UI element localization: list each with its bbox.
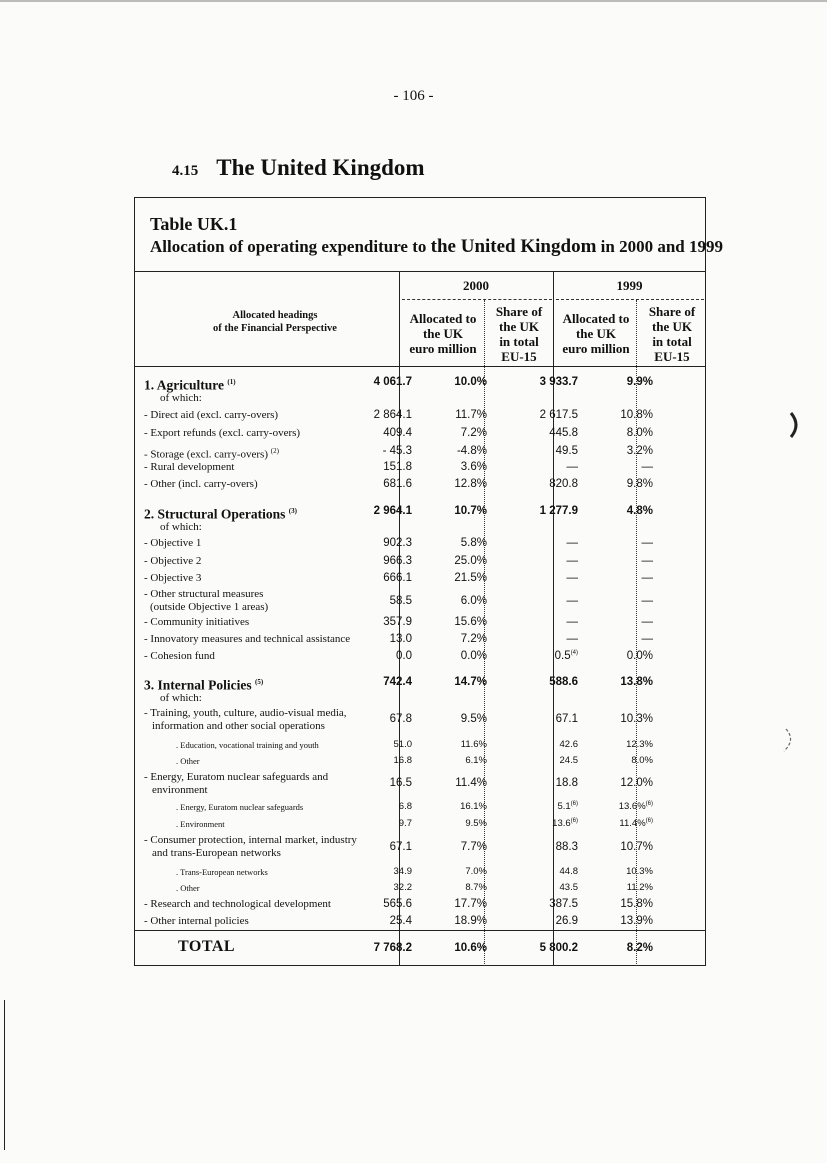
value-alloc-1999: 445.8 (549, 427, 578, 439)
value-alloc-1999: — (566, 616, 578, 628)
value-alloc-1999: 3 933.7 (539, 376, 578, 388)
row-label: . Other (176, 883, 200, 893)
value-alloc-1999: — (566, 537, 578, 549)
row-label (144, 676, 394, 692)
value-alloc-2000: 67.8 (389, 713, 412, 725)
value-share-2000: -4.8% (456, 445, 487, 457)
table-subtitle-pre: Allocation of operating expenditure to (150, 237, 427, 256)
value-alloc-1999 (555, 650, 578, 662)
row-label: . Environment (176, 819, 225, 829)
row-label (144, 707, 394, 733)
h-share-3b: in total (652, 334, 692, 349)
value-share-2000: 7.2% (460, 427, 487, 439)
total-alloc-2000: 7 768.2 (373, 942, 412, 954)
row-label: - Objective 3 (144, 572, 202, 584)
value-share-2000: 17.7% (454, 898, 487, 910)
value-text: 13.6 (552, 818, 571, 830)
value-share-2000: 5.8% (460, 537, 487, 549)
row-label-text: 3. Internal Policies (144, 677, 252, 693)
dashed-rule-1999 (556, 299, 704, 300)
value-alloc-2000: 51.0 (393, 739, 412, 750)
value-share-1999: 4.8% (626, 505, 653, 517)
h-alloc-2: the UK (422, 326, 464, 341)
value-alloc-1999: — (566, 461, 578, 473)
header-allocated-2000 (402, 311, 484, 356)
value-share-2000: 9.5% (465, 818, 487, 829)
value-share-2000: 11.6% (460, 739, 487, 750)
value-alloc-2000: 681.6 (383, 478, 412, 490)
value-share-1999: 8.0% (626, 427, 653, 439)
footnote-ref: (5) (255, 678, 264, 686)
row-label: - Research and technological development (144, 898, 331, 910)
row-label (144, 834, 394, 860)
value-alloc-2000: 6.8 (398, 801, 412, 812)
value-share-2000: 21.5% (454, 572, 487, 584)
h-share-2b: the UK (651, 319, 693, 334)
value-alloc-2000: 2 864.1 (373, 409, 412, 421)
table-subtitle-country: the United Kingdom (430, 236, 597, 257)
value-alloc-2000: 2 964.1 (373, 505, 412, 517)
value-alloc-2000: 16.5 (389, 777, 412, 789)
value-share-1999: 10.8% (620, 409, 653, 421)
row-label: . Other (176, 756, 200, 766)
h-share-1: Share of (495, 304, 543, 319)
value-alloc-1999 (552, 818, 578, 829)
table-subtitle (150, 236, 723, 258)
value-alloc-2000: - 45.3 (382, 445, 412, 457)
value-alloc-1999: — (566, 633, 578, 645)
value-share-2000: 7.7% (460, 841, 487, 853)
value-alloc-2000: 0.0 (396, 650, 412, 662)
value-alloc-2000: 32.2 (393, 882, 412, 893)
value-share-1999: 8.0% (631, 755, 653, 766)
row-label: - Rural development (144, 461, 235, 473)
h-alloc-3b: euro million (562, 341, 630, 356)
value-alloc-2000: 357.9 (383, 616, 412, 628)
value-alloc-1999: 24.5 (559, 755, 578, 766)
value-share-2000: 25.0% (454, 555, 487, 567)
value-share-1999: — (641, 555, 653, 567)
row-label (144, 445, 394, 462)
row-label-line1: - Other structural measures (144, 588, 264, 600)
row-label: - Objective 1 (144, 537, 202, 549)
row-label-line2: and trans-European networks (152, 847, 281, 859)
total-alloc-1999: 5 800.2 (539, 942, 578, 954)
h-share-3: in total (499, 334, 539, 349)
of-which: of which: (160, 521, 202, 533)
year-header-2000: 2000 (463, 278, 489, 293)
value-share-2000: 7.0% (465, 866, 487, 877)
footnote-ref: (6) (645, 818, 653, 824)
value-share-2000: 8.7% (465, 882, 487, 893)
value-text: 5.1 (557, 801, 571, 813)
value-alloc-1999: 26.9 (555, 915, 578, 927)
value-alloc-2000: 67.1 (389, 841, 412, 853)
value-share-1999: 13.9% (620, 915, 653, 927)
value-text: 0.5 (554, 650, 571, 662)
row-label: - Objective 2 (144, 555, 202, 567)
value-alloc-1999: — (566, 572, 578, 584)
row-label: . Energy, Euratom nuclear safeguards (176, 802, 304, 812)
value-alloc-1999: 2 617.5 (539, 409, 578, 421)
value-alloc-1999: 1 277.9 (539, 505, 578, 517)
footnote-ref: (2) (270, 447, 279, 455)
value-share-1999: — (641, 572, 653, 584)
header-left-line2: of the Financial Perspective (213, 323, 337, 334)
value-text: 11.4% (619, 818, 646, 830)
section-number: 4.15 (172, 163, 199, 179)
h-alloc-1: Allocated to (409, 311, 477, 326)
dashed-rule-2000 (402, 299, 552, 300)
h-alloc-3: euro million (409, 341, 477, 356)
value-alloc-1999: 49.5 (555, 445, 578, 457)
h-share-4b: EU-15 (654, 349, 690, 364)
row-label-line1: - Consumer protection, internal market, industry (144, 834, 357, 846)
row-label: . Education, vocational training and youth (176, 740, 319, 750)
section-heading (172, 155, 425, 181)
value-share-1999: 10.3% (626, 866, 653, 877)
scan-bracket-mark-faint (778, 725, 798, 755)
value-text: 13.6% (618, 801, 646, 813)
h-share-4: EU-15 (501, 349, 537, 364)
value-share-1999 (619, 818, 653, 829)
total-share-1999: 8.2% (626, 942, 653, 954)
value-alloc-2000: 666.1 (383, 572, 412, 584)
value-alloc-2000: 58.5 (389, 595, 412, 607)
value-alloc-2000: 902.3 (383, 537, 412, 549)
page-number: - 106 - (393, 88, 434, 104)
value-alloc-1999: — (566, 595, 578, 607)
header-allocated-1999 (556, 311, 636, 356)
value-alloc-2000: 151.8 (383, 461, 412, 473)
value-share-1999: 13.8% (620, 676, 653, 688)
h-alloc-1b: Allocated to (562, 311, 630, 326)
row-label-line1: - Energy, Euratom nuclear safeguards and (144, 771, 329, 783)
header-bottom-rule (134, 366, 706, 367)
value-share-1999: — (641, 537, 653, 549)
value-alloc-1999: 44.8 (559, 866, 578, 877)
value-alloc-1999: 42.6 (559, 739, 578, 750)
value-share-2000: 14.7% (454, 676, 487, 688)
value-share-2000: 18.9% (454, 915, 487, 927)
value-share-2000: 11.7% (455, 409, 487, 421)
scan-bracket-mark (785, 410, 805, 440)
value-share-2000: 0.0% (460, 650, 487, 662)
value-alloc-1999: 43.5 (559, 882, 578, 893)
row-label: - Community initiatives (144, 616, 250, 628)
row-label: - Other (incl. carry-overs) (144, 478, 258, 490)
value-share-2000: 3.6% (460, 461, 487, 473)
value-share-1999: — (641, 595, 653, 607)
value-share-1999: 12.0% (620, 777, 653, 789)
value-alloc-1999: 387.5 (549, 898, 578, 910)
value-alloc-1999: — (566, 555, 578, 567)
h-alloc-2b: the UK (575, 326, 617, 341)
value-share-1999: — (641, 616, 653, 628)
value-share-1999: — (641, 633, 653, 645)
value-alloc-2000: 34.9 (393, 866, 412, 877)
page-top-rule (0, 0, 827, 2)
of-which: of which: (160, 692, 202, 704)
value-alloc-2000: 742.4 (383, 676, 412, 688)
value-alloc-1999: 820.8 (549, 478, 578, 490)
header-allocated-headings (160, 309, 390, 335)
table-subtitle-post: in 2000 and 1999 (600, 237, 723, 256)
value-alloc-1999: 88.3 (555, 841, 578, 853)
row-label-line1: - Training, youth, culture, audio-visual media, (144, 707, 347, 719)
value-share-2000: 6.1% (465, 755, 487, 766)
row-label-line2: information and other social operations (152, 720, 325, 732)
header-share-2000 (486, 304, 552, 364)
row-label: - Export refunds (excl. carry-overs) (144, 427, 301, 439)
value-share-2000: 10.0% (454, 376, 487, 388)
value-share-1999: 12.3% (626, 739, 653, 750)
value-alloc-2000: 4 061.7 (373, 376, 412, 388)
value-alloc-1999: 67.1 (555, 713, 578, 725)
row-label: - Cohesion fund (144, 650, 215, 662)
footnote-ref: (3) (288, 507, 297, 515)
value-share-1999: 11.2% (626, 882, 653, 893)
value-share-2000: 7.2% (460, 633, 487, 645)
header-top-rule (134, 271, 706, 272)
value-share-1999: 10.7% (620, 841, 653, 853)
row-label-line2: environment (152, 784, 208, 796)
value-share-2000: 9.5% (460, 713, 487, 725)
value-share-1999: 9.8% (626, 478, 653, 490)
header-left-line1: Allocated headings (232, 310, 318, 321)
value-share-2000: 12.8% (454, 478, 487, 490)
footnote-ref: (6) (570, 818, 578, 824)
value-alloc-2000: 25.4 (389, 915, 412, 927)
value-share-1999: 9.9% (626, 376, 653, 388)
value-share-2000: 15.6% (454, 616, 487, 628)
scan-edge-mark (4, 1000, 5, 1150)
total-share-2000: 10.6% (454, 942, 487, 954)
row-label-text: - Storage (excl. carry-overs) (144, 448, 268, 461)
value-alloc-2000: 9.7 (398, 818, 412, 829)
value-alloc-2000: 966.3 (383, 555, 412, 567)
h-share-1b: Share of (648, 304, 696, 319)
row-label-text: 1. Agriculture (144, 377, 224, 393)
value-share-2000: 6.0% (460, 595, 487, 607)
footnote-ref: (4) (570, 650, 578, 657)
row-label: - Other internal policies (144, 915, 249, 927)
value-share-1999: 15.8% (620, 898, 653, 910)
row-label (144, 588, 394, 614)
row-label (144, 376, 394, 392)
value-share-1999: 0.0% (626, 650, 653, 662)
row-label-text: 2. Structural Operations (144, 506, 286, 522)
value-alloc-2000: 565.6 (383, 898, 412, 910)
value-alloc-2000: 16.8 (393, 755, 412, 766)
row-label: - Innovatory measures and technical assistance (144, 633, 351, 645)
table-caption: Table UK.1 (150, 214, 238, 234)
value-alloc-2000: 13.0 (389, 633, 412, 645)
value-share-2000: 11.4% (455, 777, 487, 789)
total-rule (134, 930, 706, 931)
value-share-2000: 10.7% (454, 505, 487, 517)
row-label (144, 771, 394, 797)
year-header-1999: 1999 (616, 278, 643, 293)
value-share-2000: 16.1% (460, 801, 487, 812)
h-share-2: the UK (498, 319, 540, 334)
row-label: - Direct aid (excl. carry-overs) (144, 409, 279, 421)
of-which: of which: (160, 392, 202, 404)
value-alloc-1999: 588.6 (549, 676, 578, 688)
value-share-1999: 3.2% (626, 445, 653, 457)
total-label: TOTAL (178, 938, 236, 955)
value-alloc-1999: 18.8 (555, 777, 578, 789)
row-label-line2: (outside Objective 1 areas) (150, 601, 269, 613)
row-label (144, 505, 394, 521)
value-share-1999: 10.3% (620, 713, 653, 725)
value-alloc-1999 (557, 801, 578, 812)
value-share-1999 (619, 801, 653, 812)
footnote-ref: (1) (227, 378, 236, 386)
value-alloc-2000: 409.4 (383, 427, 412, 439)
value-share-1999: — (641, 461, 653, 473)
header-share-1999 (638, 304, 706, 364)
footnote-ref: (6) (570, 801, 578, 807)
row-label: . Trans-European networks (176, 867, 268, 877)
footnote-ref: (6) (645, 801, 653, 807)
section-title: The United Kingdom (216, 155, 425, 180)
